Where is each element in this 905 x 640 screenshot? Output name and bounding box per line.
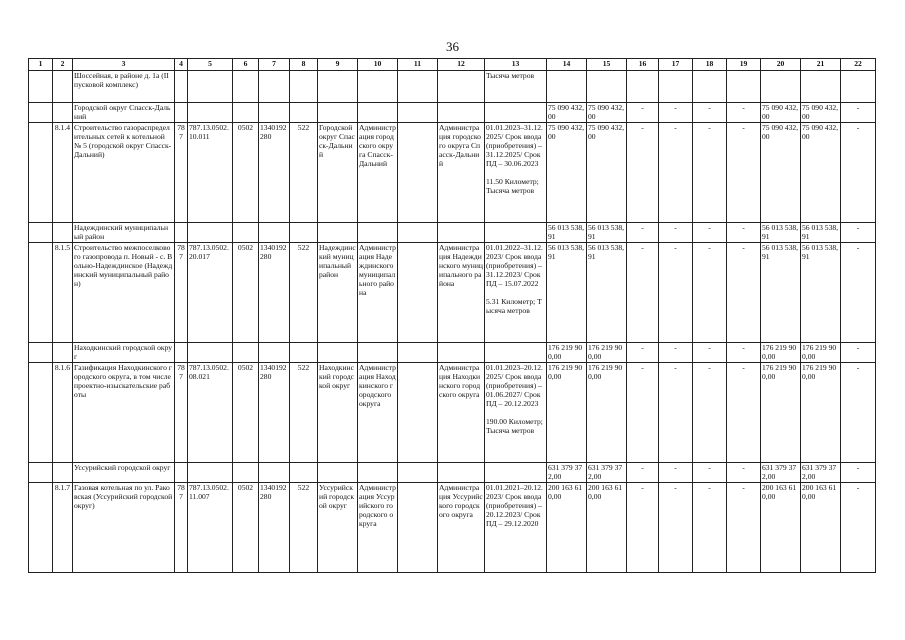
cell-year-budget: 75 090 432,00 (801, 103, 841, 123)
cell-col19: - (727, 463, 761, 483)
cell-target-code (259, 223, 290, 243)
cell-section-code (233, 463, 259, 483)
cell-ministry-code (175, 103, 188, 123)
cell-section-code (233, 71, 259, 103)
schedule-line: 11.50 Километр; Тысяча метров (486, 177, 539, 195)
district-subtotal-row (29, 463, 876, 483)
cell-total-budget: 631 379 372,00 (587, 463, 627, 483)
column-header-6: 6 (233, 59, 259, 71)
cell-municipality (318, 103, 358, 123)
cell-year-total: 176 219 900,00 (761, 343, 801, 363)
cell-year-budget: 200 163 610,00 (801, 483, 841, 573)
cell-col11 (398, 343, 438, 363)
cell-municipality: Уссурийский городской округ (318, 483, 358, 573)
cell-total-cost: 75 090 432,00 (547, 123, 587, 223)
cell-col1 (29, 363, 53, 463)
cell-municipality (318, 71, 358, 103)
column-header-19: 19 (727, 59, 761, 71)
cell-year-total (761, 71, 801, 103)
cell-col22: - (841, 343, 876, 363)
item-name: Уссурийский городской округ (73, 463, 175, 483)
cell-developer (438, 103, 485, 123)
cell-target-code: 1340192280 (259, 243, 290, 343)
cell-col19 (727, 71, 761, 103)
cell-col1 (29, 483, 53, 573)
cell-total-cost: 631 379 372,00 (547, 463, 587, 483)
item-name: Газовая котельная по ул. Раковская (Уссурийский городской округ) (73, 483, 175, 573)
project-row (29, 363, 876, 463)
cell-col22: - (841, 483, 876, 573)
schedule-line: 01.01.2023–20.12.2025/ Срок ввода (приобретения) – 01.06.2027/ Срок ПД – 20.12.2023 (486, 363, 543, 408)
cell-col19: - (727, 123, 761, 223)
cell-col1 (29, 223, 53, 243)
cell-ministry-code (175, 463, 188, 483)
item-number (53, 103, 73, 123)
cell-developer: Администрация Надеждинского муниципального района (438, 243, 485, 343)
cell-col18: - (693, 363, 727, 463)
schedule-line: 01.01.2022–31.12.2023/ Срок ввода (приобретения) – 31.12.2023/ Срок ПД – 15.07.2022 (486, 243, 543, 288)
cell-col19: - (727, 243, 761, 343)
item-number (53, 71, 73, 103)
cell-year-budget: 56 013 538,91 (801, 243, 841, 343)
cell-year-budget: 176 219 900,00 (801, 343, 841, 363)
cell-col19: - (727, 343, 761, 363)
cell-col16 (627, 71, 659, 103)
column-header-7: 7 (259, 59, 290, 71)
cell-col19: - (727, 103, 761, 123)
item-name: Строительство газораспределительных сетей к котельной № 5 (городской округ Спасск-Дальний) (73, 123, 175, 223)
cell-col16: - (627, 243, 659, 343)
budget-table (28, 58, 876, 573)
cell-total-cost: 56 013 538,91 (547, 243, 587, 343)
column-header-2: 2 (53, 59, 73, 71)
cell-municipality (318, 223, 358, 243)
item-name: Надеждинский муниципальный район (73, 223, 175, 243)
cell-col17: - (659, 483, 693, 573)
column-header-20: 20 (761, 59, 801, 71)
cell-total-budget: 75 090 432,00 (587, 123, 627, 223)
line-gap (486, 408, 545, 417)
cell-schedule-capacity (485, 223, 547, 243)
cell-total-budget (587, 71, 627, 103)
cell-year-total: 75 090 432,00 (761, 123, 801, 223)
cell-total-cost (547, 71, 587, 103)
column-header-9: 9 (318, 59, 358, 71)
column-header-16: 16 (627, 59, 659, 71)
item-number: 8.1.4 (53, 123, 73, 223)
item-name: Строительство межпоселкового газопровода п. Новый - с. Вольно-Надеждинское (Надеждинский муниципальный район) (73, 243, 175, 343)
cell-col17 (659, 71, 693, 103)
cell-col22 (841, 71, 876, 103)
item-number (53, 343, 73, 363)
cell-customer (358, 103, 398, 123)
cell-customer: Администрация Надеждинского муниципального района (358, 243, 398, 343)
cell-col1 (29, 243, 53, 343)
cell-section-code: 0502 (233, 243, 259, 343)
cell-total-budget: 56 013 538,91 (587, 223, 627, 243)
column-header-11: 11 (398, 59, 438, 71)
cell-target-code (259, 71, 290, 103)
cell-col19: - (727, 483, 761, 573)
cell-target-code: 1340192280 (259, 123, 290, 223)
cell-section-code: 0502 (233, 123, 259, 223)
cell-ministry-code (175, 223, 188, 243)
cell-col11 (398, 71, 438, 103)
page-number: 36 (446, 39, 459, 54)
cell-target-code (259, 463, 290, 483)
item-number (53, 223, 73, 243)
cell-section-code: 0502 (233, 483, 259, 573)
cell-expense-type: 522 (290, 363, 318, 463)
cell-col18: - (693, 483, 727, 573)
cell-customer: Администрация Уссурийского городского округа (358, 483, 398, 573)
cell-municipality: Находкинский городской округ (318, 363, 358, 463)
cell-total-cost: 56 013 538,91 (547, 223, 587, 243)
cell-col17: - (659, 123, 693, 223)
column-header-3: 3 (73, 59, 175, 71)
project-row (29, 123, 876, 223)
cell-col18: - (693, 123, 727, 223)
cell-total-cost: 176 219 900,00 (547, 363, 587, 463)
cell-customer: Администрация городского округа Спасск-Дальний (358, 123, 398, 223)
item-number: 8.1.5 (53, 243, 73, 343)
cell-ministry-code: 787 (175, 243, 188, 343)
item-name: Городской округ Спасск-Дальний (73, 103, 175, 123)
schedule-line: 190.00 Километр; Тысяча метров (486, 417, 543, 435)
cell-total-budget: 176 219 900,00 (587, 363, 627, 463)
cell-col17: - (659, 243, 693, 343)
column-header-17: 17 (659, 59, 693, 71)
cell-year-total: 75 090 432,00 (761, 103, 801, 123)
cell-year-budget: 56 013 538,91 (801, 223, 841, 243)
cell-col19: - (727, 363, 761, 463)
cell-developer (438, 223, 485, 243)
cell-year-total: 56 013 538,91 (761, 243, 801, 343)
cell-col11 (398, 223, 438, 243)
cell-col11 (398, 123, 438, 223)
cell-year-total: 200 163 610,00 (761, 483, 801, 573)
cell-col16: - (627, 103, 659, 123)
column-header-13: 13 (485, 59, 547, 71)
line-gap (486, 168, 545, 177)
cell-col16: - (627, 343, 659, 363)
column-header-10: 10 (358, 59, 398, 71)
cell-schedule-capacity (485, 483, 547, 573)
cell-municipality: Городской округ Спасск-Дальний (318, 123, 358, 223)
cell-col19: - (727, 223, 761, 243)
cell-object-code (188, 343, 233, 363)
cell-col18 (693, 71, 727, 103)
cell-col17: - (659, 343, 693, 363)
cell-expense-type (290, 463, 318, 483)
column-header-18: 18 (693, 59, 727, 71)
cell-ministry-code: 787 (175, 123, 188, 223)
item-number: 8.1.7 (53, 483, 73, 573)
cell-ministry-code (175, 71, 188, 103)
cell-total-budget: 56 013 538,91 (587, 243, 627, 343)
cell-col11 (398, 483, 438, 573)
cell-schedule-capacity (485, 103, 547, 123)
cell-schedule-capacity (485, 363, 547, 463)
cell-col11 (398, 463, 438, 483)
project-row (29, 243, 876, 343)
line-gap (486, 288, 545, 297)
item-name: Шоссейная, в районе д. 1а (II пусковой комплекс) (73, 71, 175, 103)
cell-col1 (29, 103, 53, 123)
cell-section-code (233, 103, 259, 123)
cell-developer (438, 71, 485, 103)
schedule-line: 5.31 Километр; Тысяча метров (486, 297, 542, 315)
cell-col18: - (693, 463, 727, 483)
cell-year-total: 631 379 372,00 (761, 463, 801, 483)
cell-schedule-capacity (485, 243, 547, 343)
cell-municipality: Надеждинский муниципальный район (318, 243, 358, 343)
cell-col22: - (841, 363, 876, 463)
cell-col22: - (841, 463, 876, 483)
column-header-5: 5 (188, 59, 233, 71)
cell-year-budget: 631 379 372,00 (801, 463, 841, 483)
cell-target-code: 1340192280 (259, 363, 290, 463)
schedule-line: 01.01.2021–20.12.2023/ Срок ввода (приобретения) – 20.12.2023/ Срок ПД – 29.12.2020 (486, 483, 543, 528)
cell-total-budget: 200 163 610,00 (587, 483, 627, 573)
cell-expense-type: 522 (290, 243, 318, 343)
column-header-4: 4 (175, 59, 188, 71)
cell-col17: - (659, 223, 693, 243)
cell-col16: - (627, 463, 659, 483)
cell-schedule-capacity (485, 343, 547, 363)
project-row (29, 483, 876, 573)
cell-target-code (259, 103, 290, 123)
cell-col17: - (659, 463, 693, 483)
column-header-14: 14 (547, 59, 587, 71)
cell-year-total: 176 219 900,00 (761, 363, 801, 463)
cell-col1 (29, 343, 53, 363)
cell-col1 (29, 71, 53, 103)
cell-col1 (29, 463, 53, 483)
cell-target-code: 1340192280 (259, 483, 290, 573)
cell-object-code (188, 463, 233, 483)
cell-expense-type: 522 (290, 483, 318, 573)
cell-developer: Администрация городского округа Спасск-Дальний (438, 123, 485, 223)
cell-col11 (398, 103, 438, 123)
cell-object-code: 787.13.0502.08.021 (188, 363, 233, 463)
cell-ministry-code: 787 (175, 483, 188, 573)
cell-municipality (318, 343, 358, 363)
cell-year-budget: 75 090 432,00 (801, 123, 841, 223)
cell-object-code (188, 103, 233, 123)
table-body (29, 71, 876, 573)
cell-year-budget (801, 71, 841, 103)
cell-developer: Администрация Находкинского городского округа (438, 363, 485, 463)
cell-expense-type (290, 343, 318, 363)
column-header-1: 1 (29, 59, 53, 71)
cell-object-code: 787.13.0502.20.017 (188, 243, 233, 343)
cell-col17: - (659, 363, 693, 463)
cell-target-code (259, 343, 290, 363)
cell-customer (358, 343, 398, 363)
budget-table-wrapper (28, 58, 875, 573)
cell-developer: Администрация Уссурийского городского округа (438, 483, 485, 573)
cell-col18: - (693, 103, 727, 123)
district-subtotal-row (29, 343, 876, 363)
cell-total-cost: 75 090 432,00 (547, 103, 587, 123)
cell-schedule-capacity: Тысяча метров (485, 71, 547, 103)
cell-schedule-capacity (485, 463, 547, 483)
cell-col16: - (627, 483, 659, 573)
cell-section-code: 0502 (233, 363, 259, 463)
cell-expense-type (290, 223, 318, 243)
cell-col22: - (841, 123, 876, 223)
cell-col22: - (841, 103, 876, 123)
cell-expense-type (290, 103, 318, 123)
cell-customer (358, 223, 398, 243)
item-number (53, 463, 73, 483)
cell-col16: - (627, 123, 659, 223)
item-name: Газификация Находкинского городского округа, в том числе проектно-изыскательские работы (73, 363, 175, 463)
cell-year-total: 56 013 538,91 (761, 223, 801, 243)
cell-ministry-code: 787 (175, 363, 188, 463)
cell-year-budget: 176 219 900,00 (801, 363, 841, 463)
cell-col18: - (693, 243, 727, 343)
cell-col11 (398, 243, 438, 343)
cell-expense-type: 522 (290, 123, 318, 223)
cell-col18: - (693, 223, 727, 243)
item-number: 8.1.6 (53, 363, 73, 463)
district-subtotal-row (29, 103, 876, 123)
cell-customer: Администрация Находкинского городского округа (358, 363, 398, 463)
cell-schedule-capacity (485, 123, 547, 223)
cell-total-cost: 200 163 610,00 (547, 483, 587, 573)
cell-object-code: 787.13.0502.10.011 (188, 123, 233, 223)
cell-ministry-code (175, 343, 188, 363)
cell-customer (358, 463, 398, 483)
cell-col18: - (693, 343, 727, 363)
cell-col22: - (841, 223, 876, 243)
cell-expense-type (290, 71, 318, 103)
cell-total-budget: 75 090 432,00 (587, 103, 627, 123)
cell-col1 (29, 123, 53, 223)
district-subtotal-row (29, 223, 876, 243)
cell-municipality (318, 463, 358, 483)
column-header-22: 22 (841, 59, 876, 71)
cell-section-code (233, 343, 259, 363)
schedule-line: 01.01.2023–31.12.2025/ Срок ввода (приобретения) – 31.12.2025/ Срок ПД – 30.06.2023 (486, 123, 543, 168)
cell-col11 (398, 363, 438, 463)
cell-object-code: 787.13.0502.11.007 (188, 483, 233, 573)
column-header-8: 8 (290, 59, 318, 71)
column-header-21: 21 (801, 59, 841, 71)
column-number-header-row (29, 59, 876, 71)
cell-col17: - (659, 103, 693, 123)
cell-col16: - (627, 363, 659, 463)
cell-developer (438, 463, 485, 483)
column-header-15: 15 (587, 59, 627, 71)
cell-col22: - (841, 243, 876, 343)
cell-customer (358, 71, 398, 103)
cell-section-code (233, 223, 259, 243)
continuation-row (29, 71, 876, 103)
column-header-12: 12 (438, 59, 485, 71)
item-name: Находкинский городской округ (73, 343, 175, 363)
cell-col16: - (627, 223, 659, 243)
cell-total-budget: 176 219 900,00 (587, 343, 627, 363)
cell-total-cost: 176 219 900,00 (547, 343, 587, 363)
cell-developer (438, 343, 485, 363)
cell-object-code (188, 223, 233, 243)
cell-object-code (188, 71, 233, 103)
